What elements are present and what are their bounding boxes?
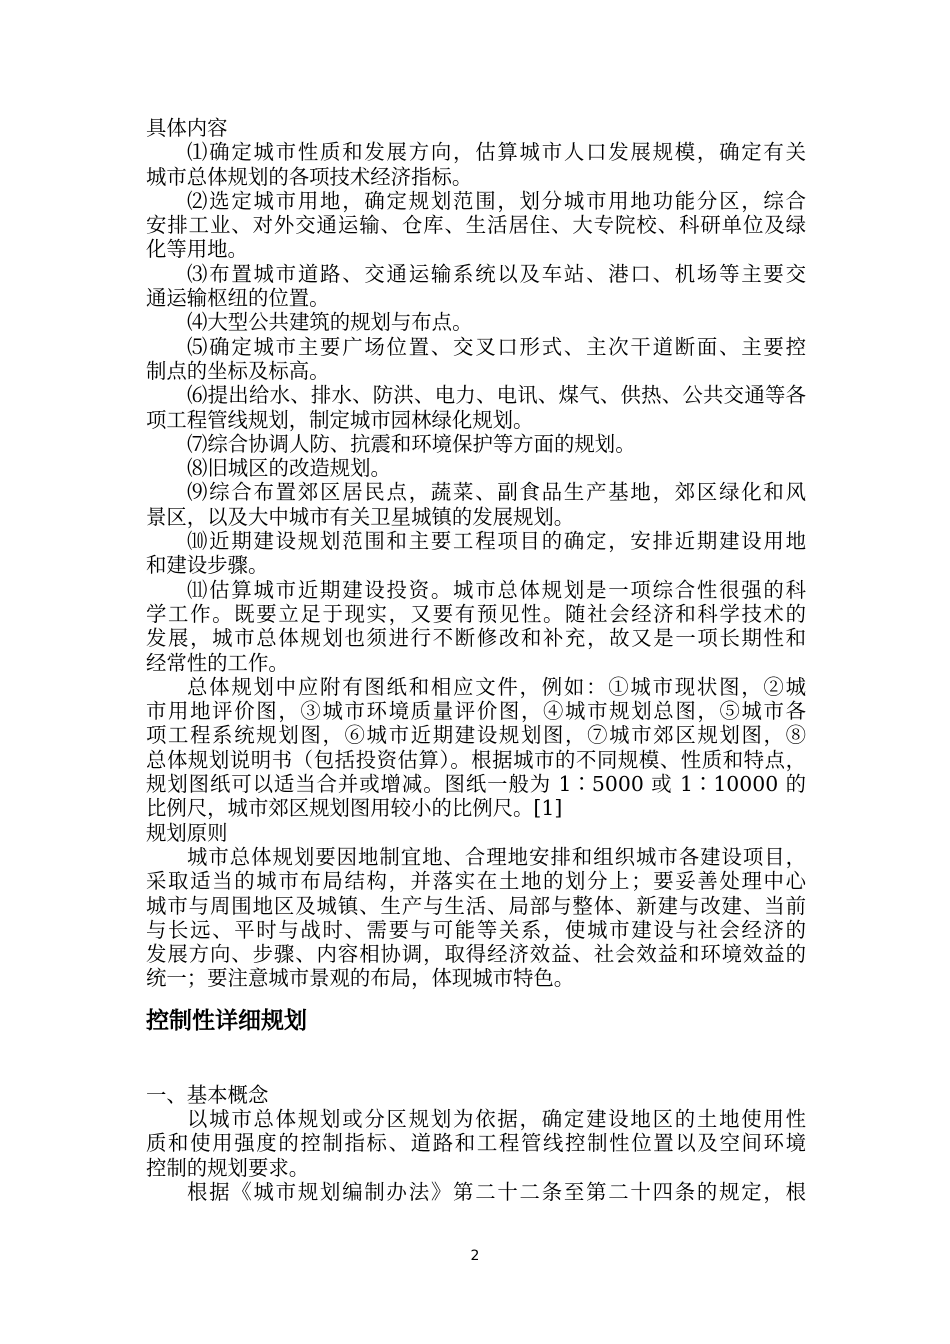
text-line: 控制的规划要求。 bbox=[146, 1155, 310, 1180]
section-heading: 控制性详细规划 bbox=[146, 1007, 307, 1034]
text-line: 规划原则 bbox=[146, 820, 228, 845]
detailed-plan-section bbox=[146, 1083, 806, 1204]
text-line: 具体内容 bbox=[146, 116, 228, 140]
text-line: 规划图纸可以适当合并或增减。图纸一般为 1∶5000 或 1∶10000 的 bbox=[146, 772, 806, 797]
text-line: ⑶布置城市道路、交通运输系统以及车站、港口、机场等主要交 bbox=[187, 261, 806, 286]
text-line: ⑴确定城市性质和发展方向，估算城市人口发展规模，确定有关 bbox=[187, 140, 806, 165]
text-line: 比例尺，城市郊区规划图用较小的比例尺。[1] bbox=[146, 796, 563, 821]
text-line: 城市与周围地区及城镇、生产与生活、局部与整体、新建与改建、当前 bbox=[146, 893, 806, 918]
text-line: ⑼综合布置郊区居民点，蔬菜、副食品生产基地，郊区绿化和风 bbox=[187, 480, 806, 505]
text-line: 学工作。既要立足于现实，又要有预见性。随社会经济和科学技术的 bbox=[146, 601, 806, 626]
text-line: 采取适当的城市布局结构，并落实在土地的划分上；要妥善处理中心 bbox=[146, 869, 806, 894]
text-line: 总体规划说明书（包括投资估算）。根据城市的不同规模、性质和特点， bbox=[146, 747, 806, 772]
text-line: 经常性的工作。 bbox=[146, 650, 289, 675]
text-line: ⑹提出给水、排水、防洪、电力、电讯、煤气、供热、公共交通等各 bbox=[187, 383, 806, 408]
text-line: 通运输枢纽的位置。 bbox=[146, 286, 330, 311]
text-line: 总体规划中应附有图纸和相应文件，例如：①城市现状图，②城 bbox=[187, 674, 806, 699]
text-line: ⑸确定城市主要广场位置、交叉口形式、主次干道断面、主要控 bbox=[187, 334, 806, 359]
text-line: 统一；要注意城市景观的布局，体现城市特色。 bbox=[146, 966, 575, 991]
text-line: 根据《城市规划编制办法》第二十二条至第二十四条的规定，根 bbox=[187, 1179, 806, 1204]
text-line: 项工程系统规划图，⑥城市近期建设规划图，⑦城市郊区规划图，⑧ bbox=[146, 723, 806, 748]
text-line: 项工程管线规划，制定城市园林绿化规划。 bbox=[146, 407, 534, 432]
text-line: ⑾估算城市近期建设投资。城市总体规划是一项综合性很强的科 bbox=[187, 577, 806, 602]
text-line: 景区，以及大中城市有关卫星城镇的发展规划。 bbox=[146, 504, 575, 529]
text-line: ⑵选定城市用地，确定规划范围，划分城市用地功能分区，综合 bbox=[187, 188, 806, 213]
text-line: 发展，城市总体规划也须进行不断修改和补充，故又是一项长期性和 bbox=[146, 626, 806, 651]
text-line: 与长远、平时与战时、需要与可能等关系，使城市建设与社会经济的 bbox=[146, 917, 806, 942]
text-line: 市用地评价图，③城市环境质量评价图，④城市规划总图，⑤城市各 bbox=[146, 699, 806, 724]
text-line: ⑽近期建设规划范围和主要工程项目的确定，安排近期建设用地 bbox=[187, 529, 806, 554]
text-line: 和建设步骤。 bbox=[146, 553, 269, 578]
text-line: 质和使用强度的控制指标、道路和工程管线控制性位置以及空间环境 bbox=[146, 1131, 806, 1156]
text-line: ⑻旧城区的改造规划。 bbox=[187, 456, 391, 481]
text-line: 制点的坐标及标高。 bbox=[146, 358, 330, 383]
text-line: 一、基本概念 bbox=[146, 1082, 269, 1107]
text-line: 城市总体规划要因地制宜地、合理地安排和组织城市各建设项目， bbox=[187, 844, 806, 869]
text-line: ⑺综合协调人防、抗震和环境保护等方面的规划。 bbox=[187, 431, 636, 456]
overall-plan-section bbox=[146, 116, 806, 991]
document-body bbox=[146, 116, 806, 1204]
text-line: 化等用地。 bbox=[146, 237, 248, 262]
text-line: 安排工业、对外交通运输、仓库、生活居住、大专院校、科研单位及绿 bbox=[146, 213, 806, 238]
page-number: 2 bbox=[470, 1248, 480, 1264]
text-line: ⑷大型公共建筑的规划与布点。 bbox=[187, 310, 473, 335]
text-line: 以城市总体规划或分区规划为依据，确定建设地区的土地使用性 bbox=[187, 1106, 806, 1131]
text-line: 城市总体规划的各项技术经济指标。 bbox=[146, 164, 473, 189]
text-line: 发展方向、步骤、内容相协调，取得经济效益、社会效益和环境效益的 bbox=[146, 942, 806, 967]
